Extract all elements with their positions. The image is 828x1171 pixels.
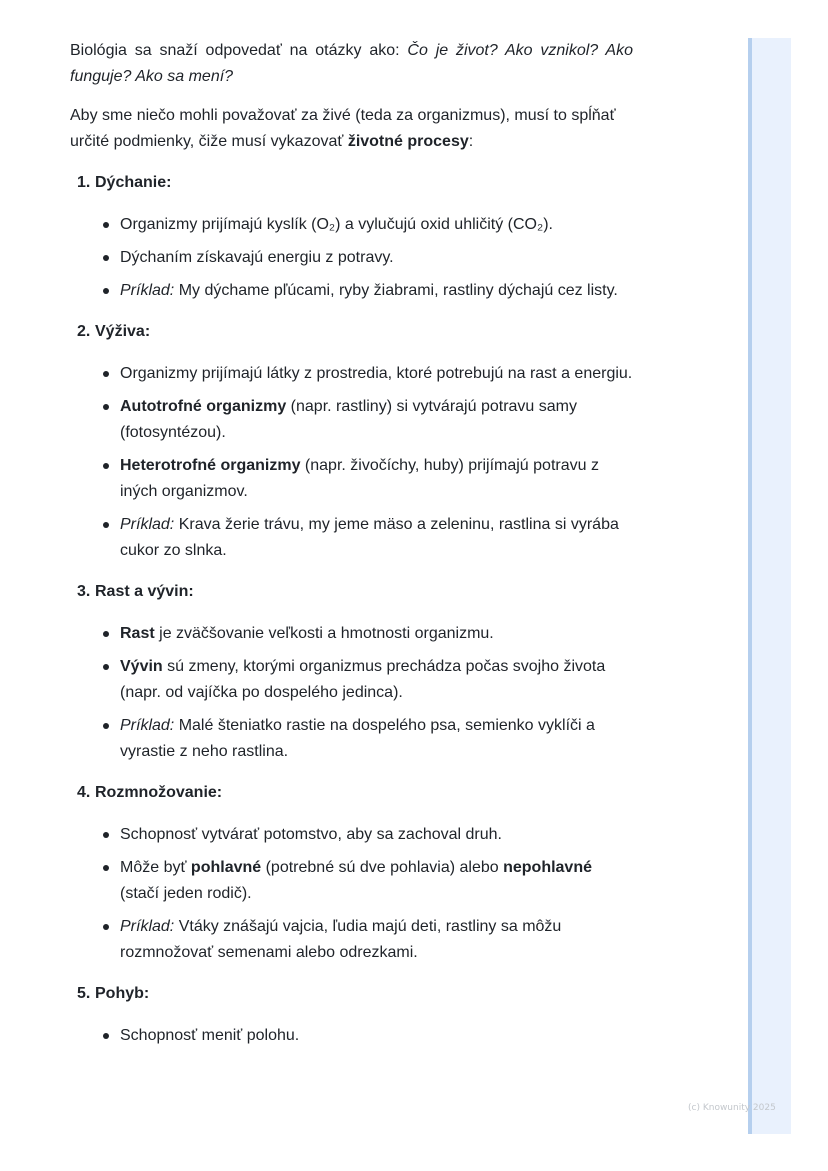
bullet-list bbox=[70, 1023, 633, 1049]
list-item bbox=[70, 1023, 633, 1049]
term-bold: nepohlavné bbox=[503, 859, 592, 876]
section-number: 1. bbox=[77, 174, 91, 191]
example-label: Príklad: bbox=[120, 918, 175, 935]
section-title bbox=[70, 170, 633, 196]
bullet-icon bbox=[103, 924, 109, 930]
bullet-text: Schopnosť vytvárať potomstvo, aby sa zachoval druh. bbox=[120, 826, 502, 843]
bullet-list bbox=[70, 822, 633, 966]
list-item bbox=[70, 822, 633, 848]
bullet-text: (napr. živočíchy, huby) prijímajú potravu z iných organizmov. bbox=[120, 457, 599, 500]
section-heading: Výživa: bbox=[95, 323, 151, 340]
bullet-list bbox=[70, 621, 633, 765]
list-item bbox=[70, 914, 633, 966]
section-heading: Rozmnožovanie: bbox=[95, 784, 223, 801]
bullet-icon bbox=[103, 1033, 109, 1039]
section-breathing bbox=[70, 170, 633, 304]
list-item bbox=[70, 453, 633, 505]
section-number: 2. bbox=[77, 323, 91, 340]
bullet-list bbox=[70, 361, 633, 564]
life-processes-list bbox=[70, 170, 633, 1049]
intro-text: Biológia sa snaží odpovedať na otázky ako: bbox=[70, 42, 408, 59]
bullet-icon bbox=[103, 288, 109, 294]
intro-text-2: Aby sme niečo mohli považovať za živé (teda za organizmus), musí to spĺňať určité podmienky, čiže musí vykazovať bbox=[70, 107, 616, 150]
bullet-icon bbox=[103, 832, 109, 838]
list-item bbox=[70, 394, 633, 446]
section-number: 4. bbox=[77, 784, 91, 801]
bullet-text: Dýchaním získavajú energiu z potravy. bbox=[120, 249, 394, 266]
bullet-icon bbox=[103, 723, 109, 729]
section-heading: Dýchanie: bbox=[95, 174, 172, 191]
term-bold: Heterotrofné organizmy bbox=[120, 457, 301, 474]
section-heading: Rast a vývin: bbox=[95, 583, 194, 600]
bullet-icon bbox=[103, 865, 109, 871]
bullet-text: Vtáky znášajú vajcia, ľudia majú deti, rastliny sa môžu rozmnožovať semenami alebo odrezkami. bbox=[120, 918, 562, 961]
example-label: Príklad: bbox=[120, 717, 175, 734]
section-nutrition bbox=[70, 319, 633, 564]
bullet-text: Krava žerie trávu, my jeme mäso a zeleninu, rastlina si vyrába cukor zo slnka. bbox=[120, 516, 619, 559]
section-growth bbox=[70, 579, 633, 765]
bullet-icon bbox=[103, 371, 109, 377]
bullet-text: Organizmy prijímajú kyslík (O₂) a vylučujú oxid uhličitý (CO₂). bbox=[120, 216, 553, 233]
intro-paragraph-1 bbox=[70, 38, 633, 90]
bullet-text: (napr. rastliny) si vytvárajú potravu samy (fotosyntézou). bbox=[120, 398, 577, 441]
term-bold: pohlavné bbox=[190, 859, 262, 876]
bullet-text: (potrebné sú dve pohlavia) alebo bbox=[261, 859, 504, 876]
bullet-icon bbox=[103, 664, 109, 670]
copyright-footer: (c) Knowunity 2025 bbox=[688, 1103, 776, 1113]
list-item bbox=[70, 855, 633, 907]
section-title bbox=[70, 981, 633, 1007]
bullet-icon bbox=[103, 222, 109, 228]
section-heading: Pohyb: bbox=[95, 985, 150, 1002]
intro-questions: Čo je život? Ako vznikol? Ako funguje? Ako sa mení? bbox=[70, 42, 634, 85]
list-item bbox=[70, 245, 633, 271]
list-item bbox=[70, 713, 633, 765]
section-movement bbox=[70, 981, 633, 1049]
bullet-text: Malé šteniatko rastie na dospelého psa, semienko vyklíči a vyrastie z neho rastlina. bbox=[120, 717, 595, 760]
bullet-text: je zväčšovanie veľkosti a hmotnosti organizmu. bbox=[154, 625, 494, 642]
list-item bbox=[70, 654, 633, 706]
list-item bbox=[70, 361, 633, 387]
section-title bbox=[70, 319, 633, 345]
bullet-icon bbox=[103, 463, 109, 469]
term-bold: Vývin bbox=[120, 658, 163, 675]
bullet-text: sú zmeny, ktorými organizmus prechádza počas svojho života (napr. od vajíčka po dospelého jedinca). bbox=[120, 658, 606, 701]
section-number: 3. bbox=[77, 583, 91, 600]
life-processes-term: životné procesy bbox=[347, 133, 469, 150]
list-item bbox=[70, 621, 633, 647]
section-number: 5. bbox=[77, 985, 91, 1002]
term-bold: Rast bbox=[120, 625, 155, 642]
term-bold: Autotrofné organizmy bbox=[120, 398, 287, 415]
bullet-text: (stačí jeden rodič). bbox=[120, 885, 252, 902]
section-title bbox=[70, 579, 633, 605]
list-item bbox=[70, 212, 633, 238]
bullet-text: Organizmy prijímajú látky z prostredia, ktoré potrebujú na rast a energiu. bbox=[120, 365, 633, 382]
list-item bbox=[70, 512, 633, 564]
bullet-text: Schopnosť meniť polohu. bbox=[120, 1027, 300, 1044]
bullet-text: Môže byť bbox=[120, 859, 191, 876]
intro-paragraph-2 bbox=[70, 103, 633, 155]
example-label: Príklad: bbox=[120, 282, 175, 299]
bullet-icon bbox=[103, 404, 109, 410]
side-panel bbox=[748, 38, 791, 1134]
bullet-icon bbox=[103, 631, 109, 637]
bullet-icon bbox=[103, 255, 109, 261]
intro-colon: : bbox=[468, 133, 474, 150]
section-title bbox=[70, 780, 633, 806]
document-body bbox=[70, 38, 633, 1056]
section-reproduction bbox=[70, 780, 633, 966]
bullet-text: My dýchame pľúcami, ryby žiabrami, rastliny dýchajú cez listy. bbox=[174, 282, 618, 299]
example-label: Príklad: bbox=[120, 516, 175, 533]
bullet-icon bbox=[103, 522, 109, 528]
bullet-list bbox=[70, 212, 633, 304]
list-item bbox=[70, 278, 633, 304]
